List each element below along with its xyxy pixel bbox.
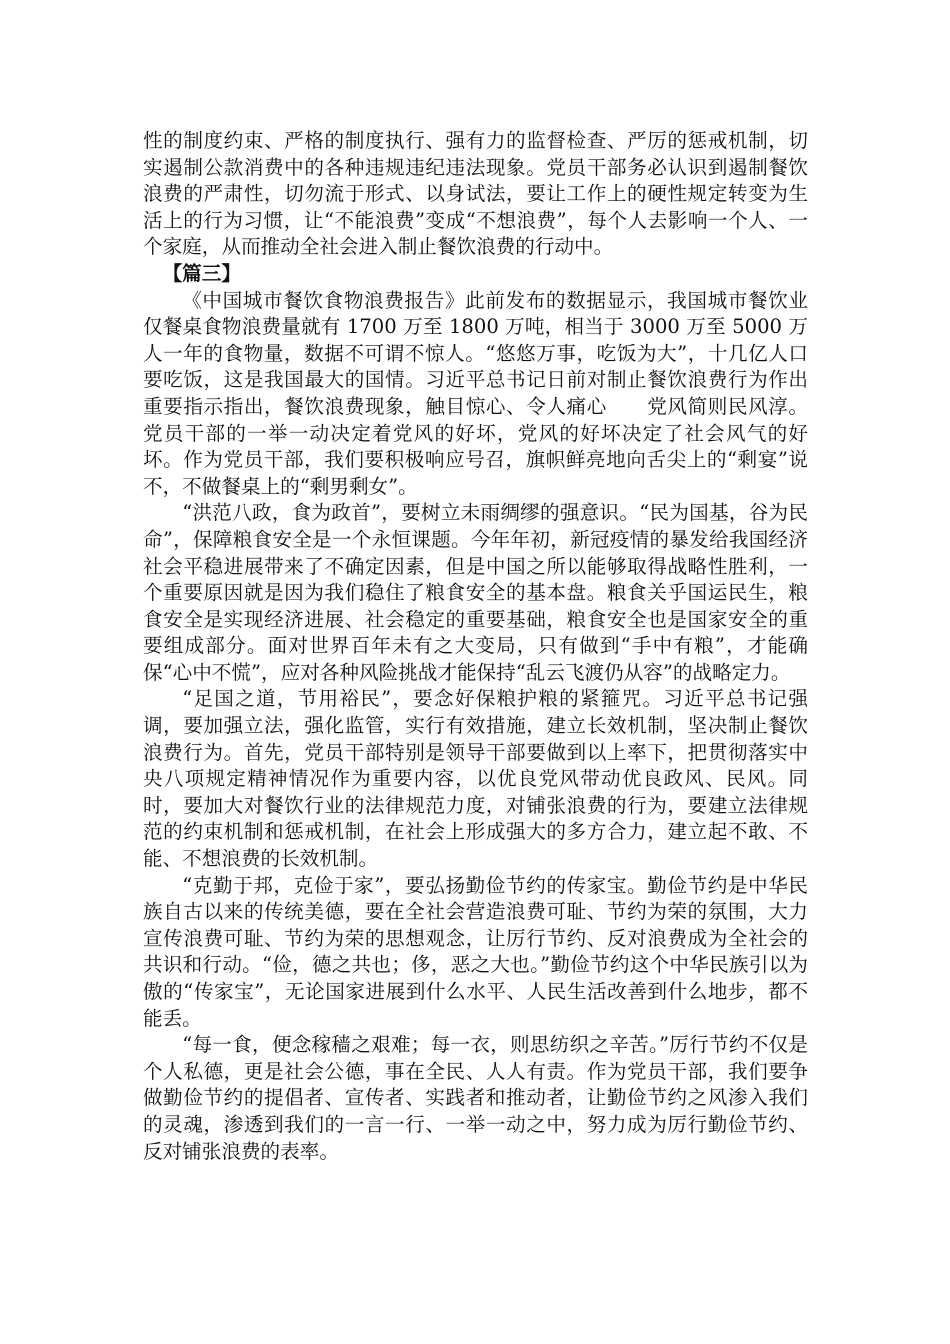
paragraph-continuation: 性的制度约束、严格的制度执行、强有力的监督检查、严厉的惩戒机制，切实遏制公款消费中的各种违规违纪违法现象。党员干部务必认识到遏制餐饮浪费的严肃性，切勿流于形式、以身试法，要让工作上的硬性规定转变为生活上的行为习惯，让“不能浪费”变成“不想浪费”，每个人去影响一个人、一个家庭，从而推动全社会进入制止餐饮浪费的行动中。 (143, 129, 808, 259)
section-heading: 【篇三】 (162, 261, 241, 285)
paragraph: 《中国城市餐饮食物浪费报告》此前发布的数据显示，我国城市餐饮业仅餐桌食物浪费量就有 1700 万至 1800 万吨，相当于 3000 万至 5000 万人一年的食物量，数据不可谓不惊人。“悠悠万事，吃饭为大”，十几亿人口要吃饭，这是我国最大的国情。习近平总书记日前对制止餐饮浪费行为作出重要指示指出，餐饮浪费现象，触目惊心、令人痛心 党风简则民风淳。党员干部的一举一动决定着党风的好坏，党风的好坏决定了社会风气的好坏。作为党员干部，我们要积极响应号召，旗帜鲜亮地向舌尖上的“剩宴”说不，不做餐桌上的“剩男剩女”。 (143, 288, 808, 498)
paragraph: “每一食，便念稼穑之艰难；每一衣，则思纺织之辛苦。”厉行节约不仅是个人私德，更是社会公德，事在全民、人人有责。作为党员干部，我们要争做勤俭节约的提倡者、宣传者、实践者和推动者，让勤俭节约之风渗入我们的灵魂，渗透到我们的一言一行、一举一动之中，努力成为厉行勤俭节约、反对铺张浪费的表率。 (143, 1033, 808, 1163)
paragraph: “洪范八政，食为政首”，要树立未雨绸缪的强意识。“民为国基，谷为民命”，保障粮食安全是一个永恒课题。今年年初，新冠疫情的暴发给我国经济社会平稳进展带来了不确定因素，但是中国之所以能够取得战略性胜利，一个重要原因就是因为我们稳住了粮食安全的基本盘。粮食关乎国运民生，粮食安全是实现经济进展、社会稳定的重要基础，粮食安全也是国家安全的重要组成部分。面对世界百年未有之大变局，只有做到“手中有粮”，才能确保“心中不慌”，应对各种风险挑战才能保持“乱云飞渡仍从容”的战略定力。 (143, 501, 808, 684)
document-body (143, 128, 808, 1165)
paragraph: “足国之道，节用裕民”，要念好保粮护粮的紧箍咒。习近平总书记强调，要加强立法，强化监管，实行有效措施，建立长效机制，坚决制止餐饮浪费行为。首先，党员干部特别是领导干部要做到以上率下，把贯彻落实中央八项规定精神情况作为重要内容，以优良党风带动优良政风、民风。同时，要加大对餐饮行业的法律规范力度，对铺张浪费的行为，要建立法律规范的约束机制和惩戒机制，在社会上形成强大的多方合力，建立起不敢、不能、不想浪费的长效机制。 (143, 687, 808, 871)
paragraph: “克勤于邦，克俭于家”，要弘扬勤俭节约的传家宝。勤俭节约是中华民族自古以来的传统美德，要在全社会营造浪费可耻、节约为荣的氛围，大力宣传浪费可耻、节约为荣的思想观念，让厉行节约、反对浪费成为全社会的共识和行动。“俭，德之共也；侈，恶之大也。”勤俭节约这个中华民族引以为傲的“传家宝”，无论国家进展到什么水平、人民生活改善到什么地步，都不能丢。 (143, 873, 808, 1030)
